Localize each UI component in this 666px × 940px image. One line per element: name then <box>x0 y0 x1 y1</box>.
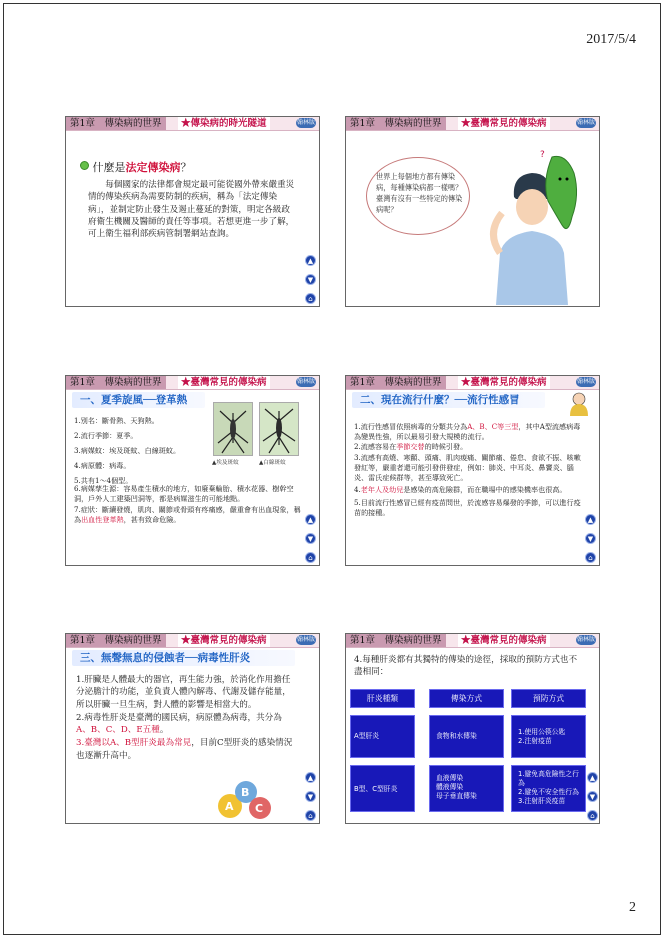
question-suffix: ？ <box>180 161 192 174</box>
slide-5 <box>65 633 320 824</box>
slide-subtitle: ★臺灣常見的傳染病 <box>178 376 270 389</box>
home-button[interactable]: ⌂ <box>305 810 316 821</box>
section-heading: 二、現在流行什麼？──流行性感冒 <box>352 392 545 408</box>
slide-header <box>346 634 599 648</box>
chapter-label: 第1章 傳染病的世界 <box>346 117 446 130</box>
slide-subtitle: ★傳染病的時光隧道 <box>178 117 270 130</box>
next-slide-button[interactable]: ▼ <box>305 533 316 544</box>
list-item: 1.肝臟是人體最大的器官，再生能力強，於消化作用擔任分泌膽汁的功能，並負責人體內解毒、代謝及儲存能量，所以肝臟一旦生病，對人體的影響是相當大的。 <box>76 675 291 710</box>
previous-slide-button[interactable]: ▲ <box>585 514 596 525</box>
slide-intro: 4.每種肝炎都有其獨特的傳染的途徑，採取的預防方式也不盡相同： <box>354 655 578 678</box>
list-item: 2.流行季節：夏季。 <box>74 431 138 440</box>
print-date: 2017/5/4 <box>586 32 636 47</box>
table-header-cell: 預防方式 <box>511 689 586 708</box>
slide-subtitle: ★臺灣常見的傳染病 <box>458 634 550 647</box>
table-cell: B型、C型肝炎 <box>350 765 415 812</box>
slide-2 <box>345 116 600 307</box>
home-button[interactable]: ⌂ <box>585 552 596 563</box>
previous-slide-button[interactable]: ▲ <box>587 772 598 783</box>
table-header-cell: 傳染方式 <box>429 689 504 708</box>
previous-slide-button[interactable]: ▲ <box>305 772 316 783</box>
aedes-albopictus-photo <box>259 402 299 456</box>
slide-1 <box>65 116 320 307</box>
list-item: 4.老年人及幼兒是感染的高危險群，而在職場中的感染機率也很高。 <box>354 485 567 495</box>
section-heading: 三、無聲無息的侵蝕者──病毒性肝炎 <box>72 650 295 666</box>
chapter-label: 第1章 傳染病的世界 <box>346 376 446 389</box>
list-item: 6.病媒孳生源：容易產生積水的地方，如廢棄輪胎、積水花器、樹幹空洞，戶外人工建築凹洞等，都是病媒滋生的可能地點。 <box>74 484 294 503</box>
publisher-logo: 翰林版 <box>296 378 315 385</box>
table-cell: 1.避免高危險性之行為 2.避免不安全性行為 3.注射肝炎疫苗 <box>511 765 586 812</box>
chapter-label: 第1章 傳染病的世界 <box>346 634 446 647</box>
svg-text:?: ? <box>540 150 545 160</box>
list-item: 3.臺灣以A、B型肝炎最為常見，目前C型肝炎的感染情況也逐漸升高中。 <box>76 738 293 761</box>
sick-person-illustration <box>564 390 594 416</box>
home-button[interactable]: ⌂ <box>587 810 598 821</box>
list-item: 4.病原體：病毒。 <box>74 461 131 470</box>
speech-bubble-text: 世界上每個地方都有傳染病，每種傳染病都一樣嗎？臺灣有沒有一些特定的傳染病呢？ <box>376 172 463 214</box>
svg-text:C: C <box>255 802 264 815</box>
publisher-logo: 翰林版 <box>576 636 595 643</box>
slide-list <box>74 414 209 489</box>
bullet-icon <box>80 161 89 170</box>
slide-list <box>354 422 586 518</box>
list-item: 1.流行性感冒依照病毒的分類共分為A、B、C等三型，其中A型流感病毒為變異性強，所以最易引發大規模的流行。 <box>354 422 581 441</box>
page-number: 2 <box>629 900 636 915</box>
home-button[interactable]: ⌂ <box>305 293 316 304</box>
chapter-label: 第1章 傳染病的世界 <box>66 376 166 389</box>
slide-body: 每個國家的法律都會規定最可能從國外帶來嚴重災情的傳染疾病為需要防制的疾病，稱為「法定傳染病」，並制定防止發生及遏止蔓延的對策，明定各級政府衛生機關及醫師的責任等事項。若想更進一步了解，可上衛生福利部疾病管制署網站查詢。 <box>88 180 295 240</box>
chapter-label: 第1章 傳染病的世界 <box>66 117 166 130</box>
section-heading: 一、夏季旋風──登革熱 <box>72 392 205 408</box>
list-item: 5.目前流行性感冒已經有疫苗問世，於流感容易爆發的季節，可以進行疫苗的接種。 <box>354 497 581 517</box>
slide-header <box>66 376 319 390</box>
publisher-logo: 翰林版 <box>296 119 315 126</box>
table-cell: 1.使用公筷公匙 2.注射疫苗 <box>511 715 586 758</box>
question-prefix: 什麼是 <box>92 161 126 174</box>
publisher-logo: 翰林版 <box>576 378 595 385</box>
publisher-logo: 翰林版 <box>296 636 315 643</box>
svg-text:A: A <box>225 800 234 813</box>
next-slide-button[interactable]: ▼ <box>585 533 596 544</box>
slide-6 <box>345 633 600 824</box>
list-item: 5.共有1～4個型。 <box>74 476 133 485</box>
next-slide-button[interactable]: ▼ <box>305 791 316 802</box>
photo-caption: ▲埃及斑蚊 <box>212 460 239 466</box>
list-item: 7.症狀：斷續發燒，肌肉、關節或骨頭有疼痛感，嚴重會有出血現象，稱為出血性登革熱，甚有致命危險。 <box>74 505 301 524</box>
slide-header <box>66 117 319 131</box>
chapter-label: 第1章 傳染病的世界 <box>66 634 166 647</box>
svg-text:B: B <box>241 786 250 799</box>
list-item: 3.流感有高燒、寒顫、頭痛、肌肉痠痛、關節痛、倦怠、食欲不振、咳嗽發紅等，嚴重者還可能引發併發症，例如：肺炎、中耳炎、鼻竇炎、腦炎、雷氏症候群等，甚至導致死亡。 <box>354 453 581 482</box>
slide-subtitle: ★臺灣常見的傳染病 <box>458 117 550 130</box>
table-cell: 血液傳染 體液傳染 母子垂直傳染 <box>429 765 504 812</box>
previous-slide-button[interactable]: ▲ <box>305 514 316 525</box>
aedes-aegypti-photo <box>213 402 253 456</box>
publisher-logo: 翰林版 <box>576 119 595 126</box>
question-highlight: 法定傳染病 <box>125 161 181 174</box>
table-header-cell: 肝炎種類 <box>350 689 415 708</box>
slide-question <box>80 159 192 175</box>
slide-3 <box>65 375 320 566</box>
slide-4 <box>345 375 600 566</box>
boy-with-taiwan-illustration <box>474 145 584 305</box>
hepatitis-letters-illustration <box>216 776 272 822</box>
slide-header <box>66 634 319 648</box>
next-slide-button[interactable]: ▼ <box>305 274 316 285</box>
slide-header <box>346 376 599 390</box>
list-item: 2.病毒性肝炎是臺灣的國民病，病原體為病毒，共分為A、B、C、D、E五種。 <box>76 712 282 736</box>
table-cell: 食物和水傳染 <box>429 715 504 758</box>
slide-list <box>76 674 296 763</box>
slide-list-continued <box>74 484 302 526</box>
list-item: 3.病媒蚊：埃及斑蚊、白線斑蚊。 <box>74 446 181 455</box>
list-item: 1.別名：斷骨熱、天狗熱。 <box>74 416 159 425</box>
slide-subtitle: ★臺灣常見的傳染病 <box>178 634 270 647</box>
slide-header <box>346 117 599 131</box>
home-button[interactable]: ⌂ <box>305 552 316 563</box>
list-item: 2.流感容易在季節交替的時候引發。 <box>354 442 468 452</box>
table-cell: A型肝炎 <box>350 715 415 758</box>
slide-subtitle: ★臺灣常見的傳染病 <box>458 376 550 389</box>
next-slide-button[interactable]: ▼ <box>587 791 598 802</box>
photo-caption: ▲白線斑蚊 <box>259 460 286 466</box>
previous-slide-button[interactable]: ▲ <box>305 255 316 266</box>
